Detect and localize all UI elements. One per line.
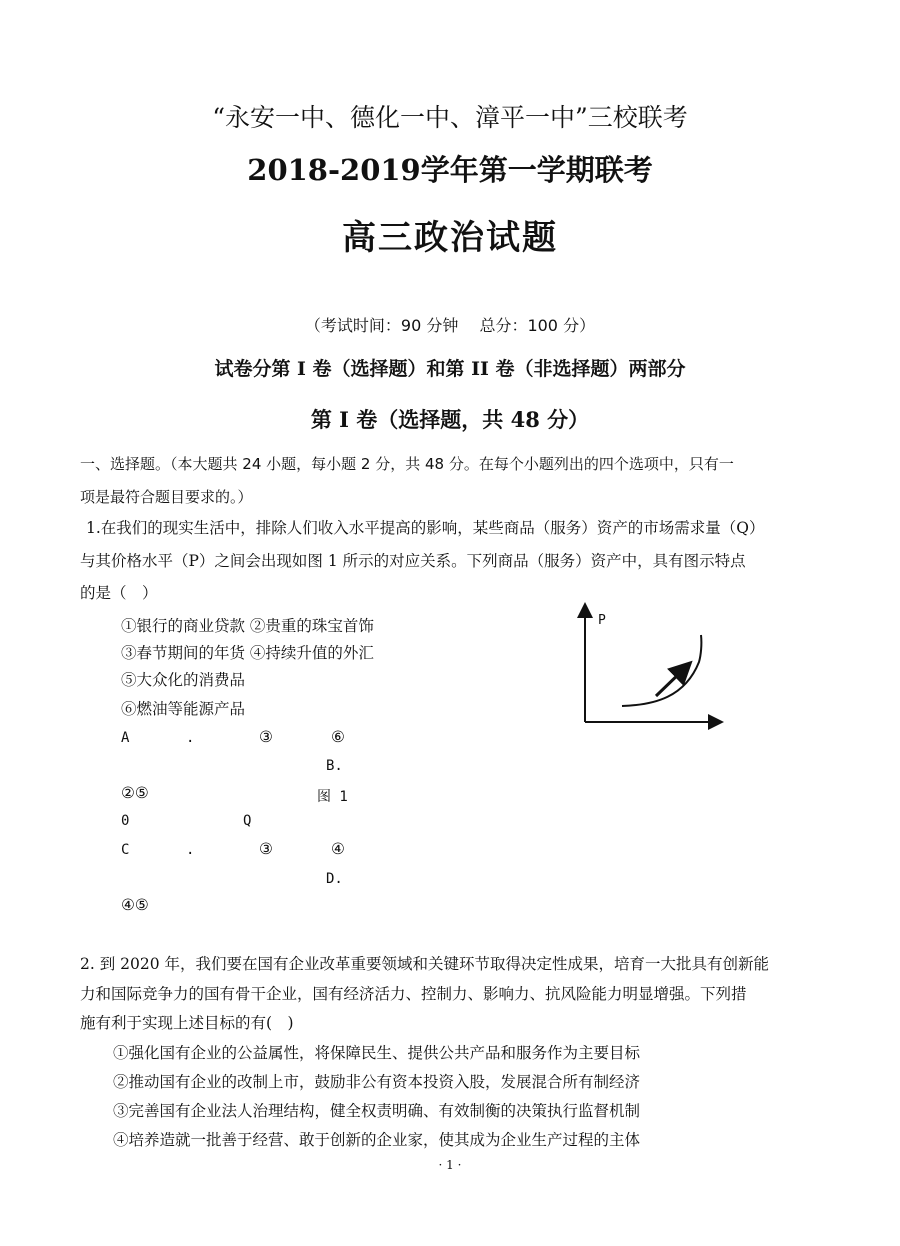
choice-d-label: D. bbox=[326, 871, 343, 887]
demand-curve bbox=[622, 635, 701, 706]
paper-title: 高三政治试题 bbox=[342, 218, 558, 258]
choice-b-25: ②⑤ bbox=[121, 784, 149, 802]
q1-item-line2: ③春节期间的年货 ④持续升值的外汇 bbox=[121, 644, 374, 662]
school-title: “永安一中、德化一中、漳平一中”三校联考 bbox=[212, 103, 688, 132]
page-number: · 1 · bbox=[438, 1158, 462, 1172]
choice-c-3: ③ bbox=[259, 840, 273, 858]
axis-p-label: P bbox=[598, 613, 606, 628]
trend-arrow bbox=[656, 669, 684, 696]
q1-stem-line3: 的是（ ） bbox=[80, 584, 158, 602]
section1-line1: 一、选择题。（本大题共 24 小题，每小题 2 分，共 48 分。在每个小题列出的四个选项中，只有一 bbox=[80, 455, 734, 473]
q2-option-4: ④培养造就一批善于经营、敢于创新的企业家，使其成为企业生产过程的主体 bbox=[113, 1131, 641, 1149]
choice-c-label: C bbox=[121, 842, 130, 858]
choice-a-3: ③ bbox=[259, 728, 273, 746]
q1-item-line1: ①银行的商业贷款 ②贵重的珠宝首饰 bbox=[121, 617, 374, 635]
q2-option-1: ①强化国有企业的公益属性，将保障民生、提供公共产品和服务作为主要目标 bbox=[113, 1044, 641, 1062]
q2-option-2: ②推动国有企业的改制上市，鼓励非公有资本投资入股，发展混合所有制经济 bbox=[113, 1073, 641, 1091]
q2-option-3: ③完善国有企业法人治理结构，健全权责明确、有效制衡的决策执行监督机制 bbox=[113, 1102, 641, 1120]
section1-line2: 项是最符合题目要求的。） bbox=[80, 488, 253, 506]
q2-stem-line1: 2. 到 2020 年，我们要在国有企业改革重要领域和关键环节取得决定性成果，培育一大批具有创新能 bbox=[80, 955, 770, 973]
choice-a-dot: . bbox=[186, 730, 195, 746]
exam-info: （考试时间：90 分钟 总分：100 分） bbox=[304, 316, 596, 335]
q2-stem-line3: 施有利于实现上述目标的有( ) bbox=[80, 1014, 294, 1032]
volume1-heading: 第 I 卷（选择题，共 48 分） bbox=[310, 407, 590, 432]
choice-b-label: B. bbox=[326, 758, 343, 774]
axis-origin-label: 0 bbox=[121, 813, 130, 829]
choice-a-6: ⑥ bbox=[331, 728, 345, 746]
q1-item-line4: ⑥燃油等能源产品 bbox=[121, 700, 246, 718]
choice-d-45: ④⑤ bbox=[121, 896, 149, 914]
term-title: 2018-2019学年第一学期联考 bbox=[247, 153, 653, 187]
q1-stem-line2: 与其价格水平（P）之间会出现如图 1 所示的对应关系。下列商品（服务）资产中，具有图示特点 bbox=[80, 552, 746, 570]
choice-c-dot: . bbox=[186, 842, 195, 858]
choice-c-4: ④ bbox=[331, 840, 345, 858]
paper-parts: 试卷分第 I 卷（选择题）和第 II 卷（非选择题）两部分 bbox=[214, 358, 686, 380]
q1-stem-line1: 1.在我们的现实生活中，排除人们收入水平提高的影响，某些商品（服务）资产的市场需求量（Q） bbox=[86, 519, 765, 537]
q1-item-line3: ⑤大众化的消费品 bbox=[121, 671, 246, 689]
figure-caption: 图 1 bbox=[317, 789, 348, 805]
axis-q-label: Q bbox=[243, 813, 252, 829]
figure1-curve-chart bbox=[570, 602, 730, 732]
q2-stem-line2: 力和国际竞争力的国有骨干企业，国有经济活力、控制力、影响力、抗风险能力明显增强。下列措 bbox=[80, 985, 747, 1003]
choice-a-label: A bbox=[121, 730, 130, 746]
